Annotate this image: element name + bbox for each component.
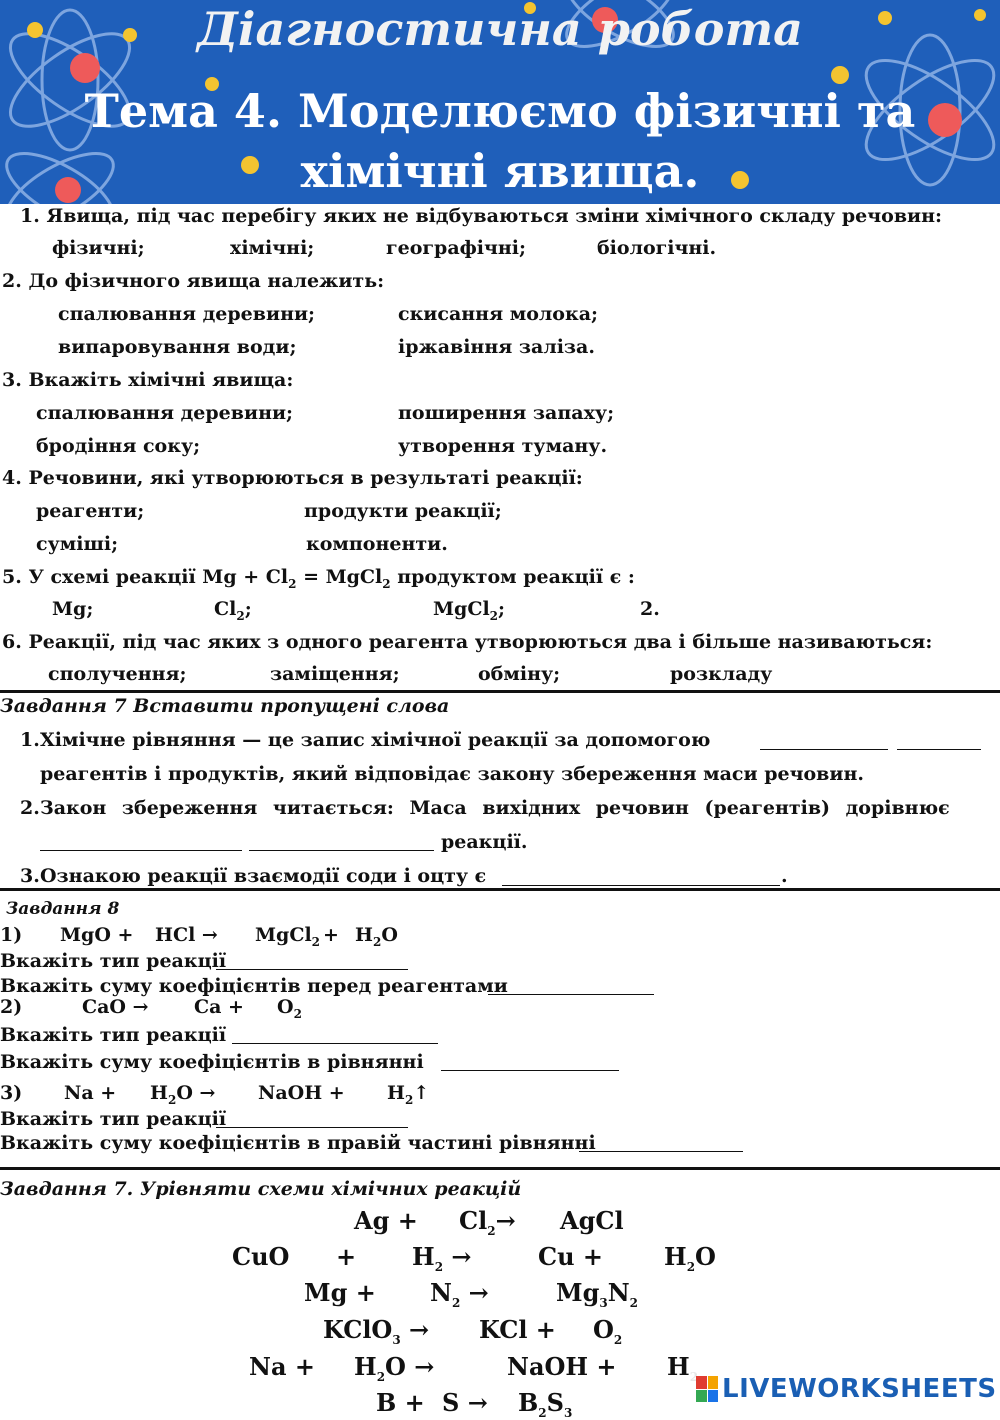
q2-option[interactable]: іржавіння заліза.: [398, 336, 595, 358]
reaction-type-prompt: Вкажіть тип реакції: [0, 1024, 227, 1046]
task8-heading: Завдання 8: [6, 899, 120, 919]
answer-blank[interactable]: [40, 832, 242, 851]
q4-option[interactable]: реагенти;: [36, 500, 145, 522]
answer-blank[interactable]: [502, 867, 780, 886]
task7-item-2-end: реакції.: [441, 831, 528, 853]
task7-item-1: Хімічне рівняння — це запис хімічної реакції за допомогою: [40, 729, 711, 751]
q1-option[interactable]: хімічні;: [230, 237, 315, 259]
q4-option[interactable]: продукти реакції;: [304, 500, 502, 522]
task7b-heading: Завдання 7. Урівняти схеми хімічних реакцій: [0, 1178, 522, 1200]
logo-grid-icon: [696, 1376, 718, 1402]
q3-option[interactable]: утворення туману.: [398, 435, 608, 457]
answer-blank[interactable]: [216, 1109, 408, 1128]
task7-item-3: Ознакою реакції взаємодії соди і оцту є: [40, 865, 487, 887]
task7-item-number: 2.: [20, 797, 40, 819]
answer-blank[interactable]: [249, 832, 434, 851]
q4-option[interactable]: компоненти.: [306, 533, 448, 555]
equation-1: Ag + $Cl_2\to$ AgCl: [354, 1206, 624, 1238]
answer-blank[interactable]: [216, 951, 408, 970]
equation-2: CuO + $H_2$ → Cu + $H_2O$: [232, 1242, 716, 1274]
sum-right-prompt: Вкажіть суму коефіцієнтів в правій частині рівнянні: [0, 1132, 596, 1154]
q6-option[interactable]: заміщення;: [270, 663, 400, 685]
section-divider: [0, 888, 1000, 891]
header-banner: [0, 0, 1000, 204]
answer-blank[interactable]: [488, 976, 654, 995]
period: .: [781, 865, 788, 887]
q6-option[interactable]: сполучення;: [48, 663, 187, 685]
q4-option[interactable]: суміші;: [36, 533, 119, 555]
liveworksheets-logo[interactable]: [690, 1372, 1000, 1406]
equation-3: Mg + $N_2$ → $Mg_3N_2$: [304, 1278, 639, 1310]
banner-subtitle: Діагностична робота: [197, 2, 803, 56]
reaction-type-prompt: Вкажіть тип реакції: [0, 950, 227, 972]
answer-blank[interactable]: [579, 1133, 743, 1152]
answer-blank[interactable]: [760, 731, 888, 750]
banner-title-line1: Тема 4. Моделюємо фізичні та: [84, 84, 916, 138]
q5-option[interactable]: $Cl_2$;: [214, 598, 252, 623]
sum-reagents-prompt: Вкажіть суму коефіцієнтів перед реагентами: [0, 975, 508, 997]
reaction-type-prompt: Вкажіть тип реакції: [0, 1108, 227, 1130]
answer-blank[interactable]: [897, 731, 981, 750]
reaction-3: 3) Na + $H_2O$ → NaOH + $H_2↑$: [0, 1082, 430, 1107]
q5-option[interactable]: Mg;: [52, 598, 94, 620]
question-5: 5. У схемі реакції $Mg + Cl_2$ = MgCl$_2$ продуктом реакції є :: [2, 566, 635, 591]
q5-option[interactable]: 2.: [640, 598, 660, 620]
q6-option[interactable]: розкладу: [670, 663, 773, 685]
question-6: 6. Реакції, під час яких з одного реагента утворюються два і більше називаються:: [2, 631, 933, 653]
q1-option[interactable]: географічні;: [386, 237, 527, 259]
task7-item-1-line2: реагентів і продуктів, який відповідає закону збереження маси речовин.: [40, 763, 864, 785]
answer-blank[interactable]: [232, 1025, 438, 1044]
q2-option[interactable]: випаровування води;: [58, 336, 297, 358]
equation-6: B + S → $B_2S_3$: [376, 1388, 573, 1420]
section-divider: [0, 690, 1000, 693]
reaction-1: 1) MgO + HCl → MgCl$_2$ + $H_2O$: [0, 924, 398, 949]
q2-option[interactable]: скисання молока;: [398, 303, 599, 325]
logo-text: LIVEWORKSHEETS: [722, 1374, 997, 1404]
q3-option[interactable]: бродіння соку;: [36, 435, 201, 457]
q3-option[interactable]: спалювання деревини;: [36, 402, 294, 424]
task7-heading: Завдання 7 Вставити пропущені слова: [0, 695, 450, 717]
sum-equation-prompt: Вкажіть суму коефіцієнтів в рівнянні: [0, 1051, 424, 1073]
question-3: 3. Вкажіть хімічні явища:: [2, 369, 294, 391]
task7-item-2: Закон збереження читається: Маса вихідних речовин (реагентів) дорівнює: [40, 797, 950, 819]
equation-5: Na + $H_2O$ → NaOH + H: [249, 1352, 690, 1384]
banner-title-line2: хімічні явища.: [300, 144, 700, 198]
reaction-2: 2) CaO → Ca + $O_2$: [0, 996, 302, 1021]
task7-item-number: 1.: [20, 729, 40, 751]
equation-4: KClO$_3$ → KCl + $O_2$: [323, 1315, 623, 1347]
q2-option[interactable]: спалювання деревини;: [58, 303, 316, 325]
task7-item-number: 3.: [20, 865, 40, 887]
q5-option[interactable]: MgCl$_2$;: [433, 598, 506, 623]
q3-option[interactable]: поширення запаху;: [398, 402, 615, 424]
question-1: 1. Явища, під час перебігу яких не відбуваються зміни хімічного складу речовин:: [20, 205, 943, 227]
question-4: 4. Речовини, які утворюються в результаті реакції:: [2, 467, 583, 489]
question-2: 2. До фізичного явища належить:: [2, 270, 385, 292]
answer-blank[interactable]: [441, 1052, 619, 1071]
q6-option[interactable]: обміну;: [478, 663, 561, 685]
section-divider: [0, 1167, 1000, 1170]
q1-option[interactable]: фізичні;: [52, 237, 145, 259]
q1-option[interactable]: біологічні.: [597, 237, 717, 259]
